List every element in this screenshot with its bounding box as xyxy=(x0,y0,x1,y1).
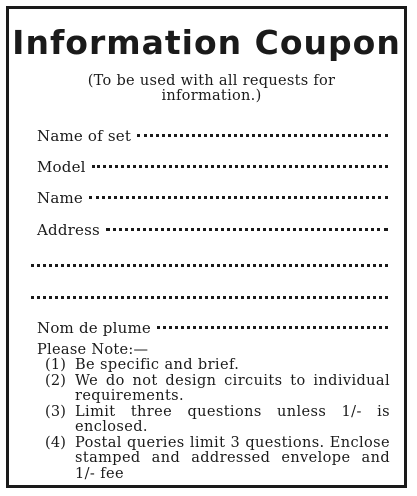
note-number: (2) xyxy=(45,372,67,389)
note-number: (3) xyxy=(45,403,67,420)
fill-in-line[interactable] xyxy=(106,228,388,231)
field-label: Address xyxy=(37,221,100,239)
note-heading: Please Note:— xyxy=(37,342,149,358)
note-text: Postal queries limit 3 questions. Enclose stamped and addressed envelope and 1/- fee xyxy=(75,434,390,482)
note-number: (4) xyxy=(45,434,67,451)
coupon-title: Information Coupon xyxy=(12,23,401,62)
fill-in-line[interactable] xyxy=(92,165,388,168)
notes-list xyxy=(45,358,390,482)
address-line-2[interactable] xyxy=(31,264,388,267)
information-coupon xyxy=(6,6,407,488)
note-item xyxy=(45,358,390,374)
note-text: We do not design circuits to individual requirements. xyxy=(75,372,390,404)
fill-in-line[interactable] xyxy=(89,196,388,199)
fill-in-line[interactable] xyxy=(157,326,388,329)
field-name[interactable] xyxy=(37,190,388,207)
coupon-subtitle: (To be used with all requests for information.) xyxy=(87,73,336,104)
field-name-of-set[interactable] xyxy=(37,128,388,145)
note-text: Be specific and brief. xyxy=(75,357,240,373)
note-item xyxy=(45,405,390,436)
address-line-3[interactable] xyxy=(31,296,388,299)
field-label: Name of set xyxy=(37,127,132,145)
field-model[interactable] xyxy=(37,159,388,176)
field-nom-de-plume[interactable] xyxy=(37,320,388,337)
note-item xyxy=(45,374,390,405)
note-item xyxy=(45,436,390,483)
field-label: Name xyxy=(37,189,83,207)
fill-in-line[interactable] xyxy=(137,134,388,137)
field-label: Model xyxy=(37,158,86,176)
note-text: Limit three questions unless 1/- is enclosed. xyxy=(75,403,390,435)
note-number: (1) xyxy=(45,357,67,373)
field-address[interactable] xyxy=(37,222,388,239)
field-label: Nom de plume xyxy=(37,319,151,337)
